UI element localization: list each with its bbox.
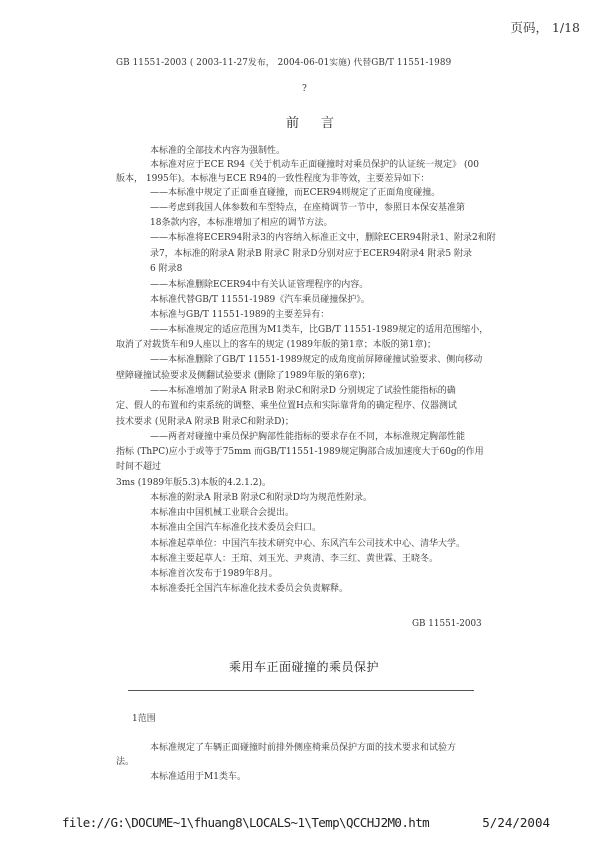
preface-line: ——本标准删除ECER94中有关认证管理程序的内容。 xyxy=(150,280,369,290)
standard-info-line: GB 11551-2003 ( 2003-11-27发布， 2004-06-01实施) 代替GB/T 11551-1989 xyxy=(116,58,452,68)
section-heading: 1范围 xyxy=(132,714,156,724)
preface-line: 6 附录8 xyxy=(150,264,183,274)
preface-line: 本标准委托全国汽车标准化技术委员会负责解释。 xyxy=(150,584,349,594)
preface-line: 指标 (ThPC)应小于或等于75mm 而GB/T11551-1989规定胸部合成加速度大于60g的作用 xyxy=(116,447,484,457)
preface-line: 取消了对载货车和9人座以上的客车的规定 (1989年版的第1章；本版的第1章)； xyxy=(116,340,436,350)
preface-line: ——考虑到我国人体参数和车型特点，在座椅调节一节中，参照日本保安基准第 xyxy=(150,203,466,213)
preface-line: 本标准代替GB/T 11551-1989《汽车乘员碰撞保护》。 xyxy=(150,295,370,305)
preface-line: ——本标准删除了GB/T 11551-1989规定的成角度前屏障碰撞试验要求、侧向移动 xyxy=(150,355,483,365)
preface-line: ——两者对碰撞中乘员保护胸部性能指标的要求存在不同，本标准规定胸部性能 xyxy=(150,432,466,442)
preface-line: 本标准的附录A 附录B 附录C和附录D均为规范性附录。 xyxy=(150,493,372,503)
scope-line: 法。 xyxy=(116,757,135,767)
preface-line: 本标准与GB/T 11551-1989的主要差异有： xyxy=(150,310,330,320)
preface-line: 录7，本标准的附录A 附录B 附录C 附录D分别对应于ECER94附录4 附录5 附录 xyxy=(150,249,472,259)
standard-code-right: GB 11551-2003 xyxy=(412,619,482,629)
preface-line: ——本标准将ECER94附录3的内容纳入标准正文中，删除ECER94附录1、附录2和附 xyxy=(150,233,496,243)
preface-line: 本标准由中国机械工业联合会提出。 xyxy=(150,508,295,518)
preface-title: 前言 xyxy=(286,116,357,131)
preface-line: 本标准起草单位：中国汽车技术研究中心、东风汽车公司技术中心、清华大学。 xyxy=(150,539,466,549)
preface-line: 本标准对应于ECE R94《关于机动车正面碰撞时对乘员保护的认证统一规定》 (00 xyxy=(150,160,479,170)
preface-line: 本标准首次发布于1989年8月。 xyxy=(150,569,278,579)
preface-line: ——本标准增加了附录A 附录B 附录C和附录D 分别规定了试验性能指标的确 xyxy=(150,386,456,396)
scope-line: 本标准适用于M1类车。 xyxy=(150,772,246,782)
preface-line: 本标准的全部技术内容为强制性。 xyxy=(150,146,286,156)
file-path: file://G:\DOCUME~1\fhuang8\LOCALS~1\Temp\QCCHJ2M0.htm xyxy=(62,815,430,830)
preface-line: 技术要求 (见附录A 附录B 附录C和附录D)； xyxy=(116,417,294,427)
preface-line: 3ms (1989年版5.3)本版的4.2.1.2)。 xyxy=(116,478,271,488)
preface-line: 定、假人的布置和约束系统的调整、乘坐位置H点和实际靠背角的确定程序、仪器测试 xyxy=(116,401,457,411)
scope-line: 本标准规定了车辆正面碰撞时前排外侧座椅乘员保护方面的技术要求和试验方 xyxy=(150,743,457,753)
preface-line: 18条款内容，本标准增加了相应的调节方法。 xyxy=(150,218,333,228)
preface-line: 本标准由全国汽车标准化技术委员会归口。 xyxy=(150,523,322,533)
preface-line: 壁障碰撞试验要求及侧翻试验要求 (删除了1989年版的第6章)； xyxy=(116,371,371,381)
print-date: 5/24/2004 xyxy=(482,815,550,830)
page-number: 页码， 1/18 xyxy=(510,20,580,35)
document-title: 乘用车正面碰撞的乘员保护 xyxy=(229,660,380,674)
preface-line: 时间不超过 xyxy=(116,462,162,472)
preface-line: 本标准主要起草人：王琯、刘玉光、尹爽清、李三红、黄世霖、王晓冬。 xyxy=(150,554,439,564)
preface-line: ——本标准规定的适应范围为M1类车，比GB/T 11551-1989规定的适用范围缩小， xyxy=(150,325,489,335)
preface-line: ——本标准中规定了正面垂直碰撞，而ECER94则规定了正面角度碰撞。 xyxy=(150,188,441,198)
preface-line: 版本， 1995年)。本标准与ECE R94的一致性程度为非等效，主要差异如下： xyxy=(116,174,430,184)
title-divider xyxy=(128,690,474,691)
unknown-glyph: ? xyxy=(302,84,307,94)
